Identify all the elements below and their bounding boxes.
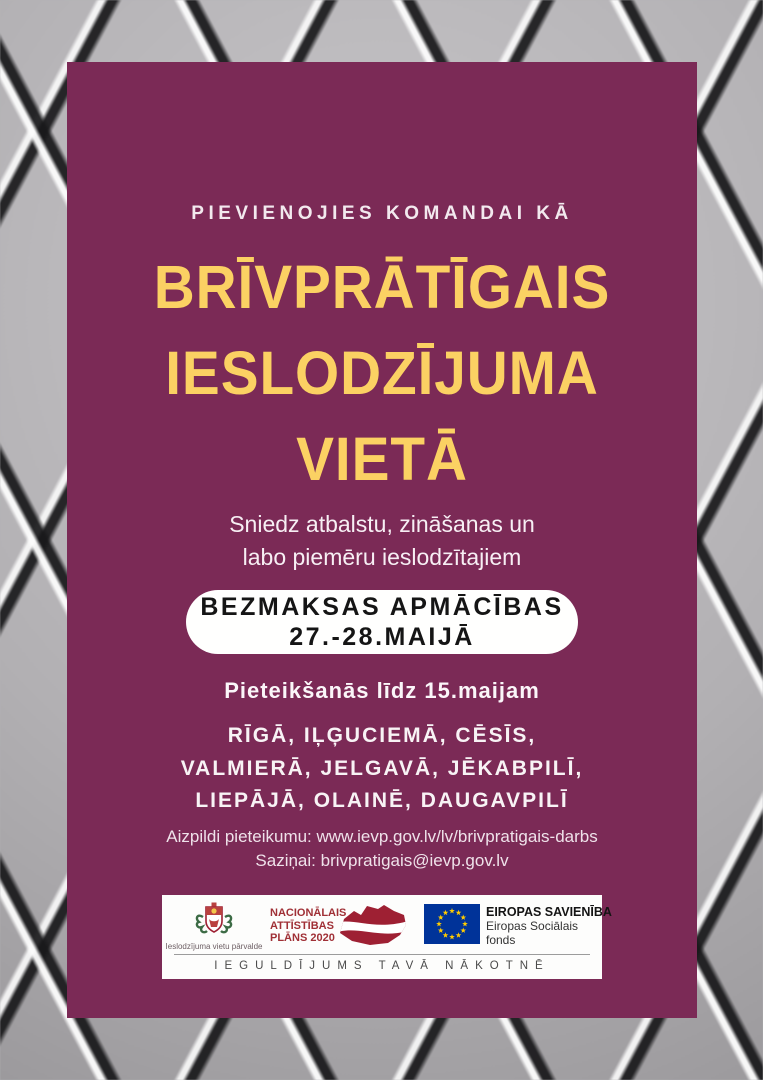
logo-strip xyxy=(162,895,612,979)
ndp-line-3: PLĀNS 2020 xyxy=(270,932,335,945)
title-line-1: BRĪVPRĀTĪGAIS xyxy=(153,253,611,321)
title-line-2: IESLODZĪJUMA xyxy=(165,339,599,407)
subtitle-line-2: labo piemēru ieslodzītajiem xyxy=(242,544,522,570)
cities-line-3: LIEPĀJĀ, OLAINĒ, DAUGAVPILĪ xyxy=(195,789,569,812)
eu-flag-icon xyxy=(424,904,480,944)
cities-line-1: RĪGĀ, IĻĢUCIEMĀ, CĒSĪS, xyxy=(227,724,537,747)
eu-flag-logo xyxy=(424,904,480,949)
free-training-badge xyxy=(186,590,578,654)
footer-horizontal-rule xyxy=(174,954,590,955)
badge-line-2: 27.-28.MAIJĀ xyxy=(289,623,475,651)
subtitle xyxy=(67,508,697,574)
application-deadline: Pieteikšanās līdz 15.maijam xyxy=(224,678,540,703)
cities-line-2: VALMIERĀ, JELGAVĀ, JĒKABPILĪ, xyxy=(180,756,584,780)
latvia-map-flag-icon xyxy=(334,903,408,949)
poster-panel xyxy=(67,62,697,1018)
eu-subtitle-line-1: Eiropas Sociālais xyxy=(486,919,579,933)
ndp-line-1: NACIONĀLAIS xyxy=(270,907,347,920)
latvia-map-flag-logo xyxy=(334,903,408,949)
kicker-text: PIEVIENOJIES KOMANDAI KĀ xyxy=(191,203,573,224)
badge-line-1: BEZMAKSAS APMĀCĪBAS xyxy=(200,593,564,621)
national-development-plan-logo xyxy=(270,907,347,945)
subtitle-line-1: Sniedz atbalstu, zināšanas un xyxy=(229,511,535,537)
prison-administration-logo xyxy=(165,901,263,951)
coat-of-arms-icon xyxy=(193,901,235,941)
cities-list xyxy=(67,720,697,818)
eu-text-block xyxy=(486,905,612,947)
footer-tagline: IEGULDĪJUMS TAVĀ NĀKOTNĒ xyxy=(214,960,550,972)
logo-row xyxy=(165,900,612,952)
eu-title: EIROPAS SAVIENĪBA xyxy=(486,905,612,919)
title-line-3: VIETĀ xyxy=(296,425,468,493)
eu-subtitle-line-2: fonds xyxy=(486,933,516,947)
poster-title xyxy=(67,244,697,502)
ndp-line-2: ATTĪSTĪBAS xyxy=(270,919,334,932)
contact-email: Saziņai: brivpratigais@ievp.gov.lv xyxy=(255,850,509,870)
prison-administration-label: Ieslodzījuma vietu pārvalde xyxy=(165,942,263,951)
contact-info xyxy=(67,825,697,872)
application-url: Aizpildi pieteikumu: www.ievp.gov.lv/lv/brivpratigais-darbs xyxy=(166,827,598,846)
